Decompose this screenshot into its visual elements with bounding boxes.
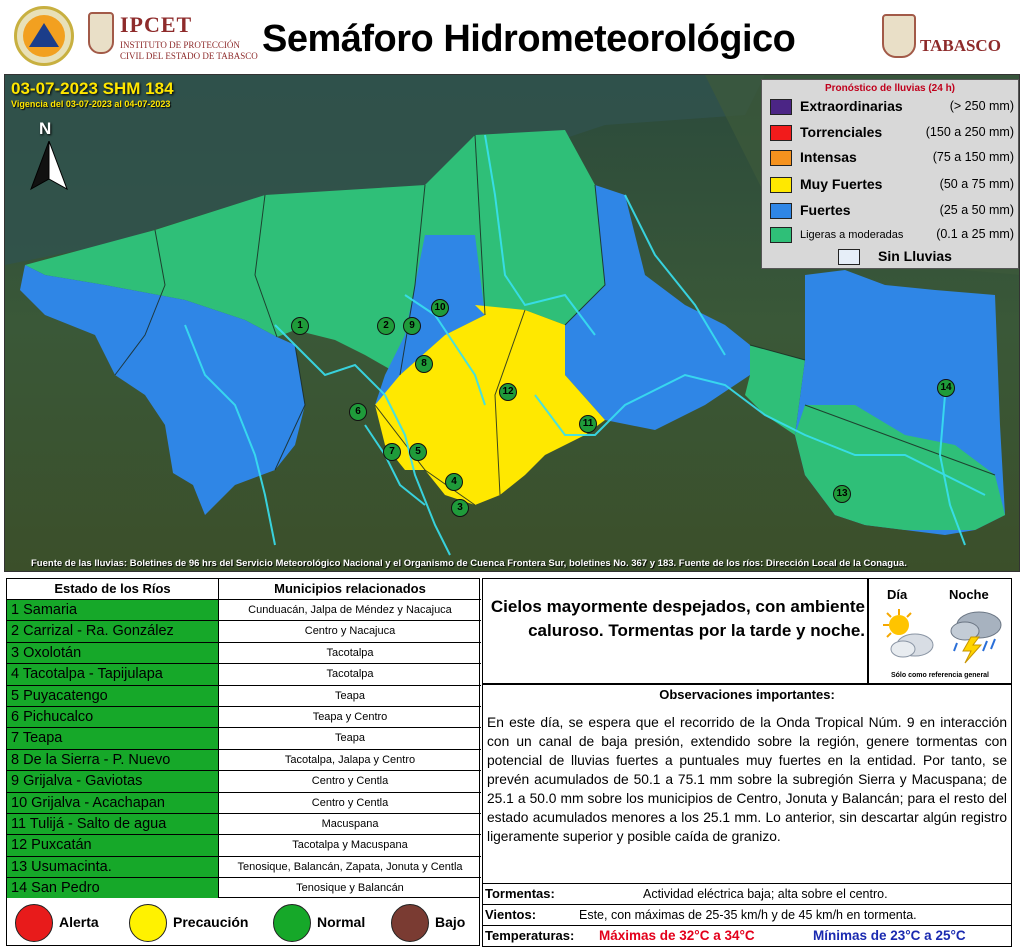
night-label: Noche [949,587,989,602]
status-dot [129,904,167,942]
river-marker-4[interactable]: 4 [445,473,463,491]
temperatures-label: Temperaturas: [485,928,575,943]
river-marker-9[interactable]: 9 [403,317,421,335]
river-row [7,599,481,620]
river-status-legend: Alerta Precaución Normal Bajo [6,898,480,946]
river-name: 11 Tulijá - Salto de agua [7,814,219,834]
header-river: Estado de los Ríos [7,579,219,599]
temperatures-row [482,926,1012,947]
river-municipalities: Teapa y Centro [312,711,388,723]
river-marker-5[interactable]: 5 [409,443,427,461]
legend-item-extraordinary: Extraordinarias (> 250 mm) [770,96,1014,118]
river-row [7,685,481,706]
river-row [7,620,481,641]
river-name: 13 Usumacinta. [7,857,219,877]
river-municipalities: Macuspana [321,818,379,830]
temperature-min: Mínimas de 23°C a 25°C [813,928,966,943]
river-row [7,813,481,834]
river-name: 7 Teapa [7,728,219,748]
storms-value: Actividad eléctrica baja; alta sobre el centro. [643,887,888,901]
north-label: N [39,119,52,138]
reference-note: Sólo como referencia general [890,672,990,679]
river-row [7,727,481,748]
civil-protection-seal-icon [14,6,74,66]
river-row [7,706,481,727]
tabasco-crest-icon [882,14,916,58]
river-municipalities: Tacotalpa y Macuspana [292,839,408,852]
rainfall-legend [761,79,1019,269]
river-marker-6[interactable]: 6 [349,403,367,421]
river-marker-12[interactable]: 12 [499,383,517,401]
river-name: 5 Puyacatengo [7,686,219,706]
river-marker-7[interactable]: 7 [383,443,401,461]
river-municipalities: Tacotalpa, Jalapa y Centro [284,753,416,766]
winds-label: Vientos: [485,907,537,922]
legend-item-very-heavy: Muy Fuertes (50 a 75 mm) [770,174,1014,196]
river-marker-3[interactable]: 3 [451,499,469,517]
river-row [7,792,481,813]
forecast-summary-box [482,578,868,684]
storms-label: Tormentas: [485,886,555,901]
river-marker-8[interactable]: 8 [415,355,433,373]
river-municipalities: Centro y Nacajuca [304,625,396,638]
temperature-max: Máximas de 32°C a 34°C [599,928,755,943]
storms-row [482,884,1012,905]
observations-title: Observaciones importantes: [659,687,835,702]
river-marker-2[interactable]: 2 [377,317,395,335]
river-municipalities: Tenosique y Balancán [296,882,404,895]
river-municipalities: Centro y Centla [311,796,389,809]
river-row [7,834,481,855]
river-marker-10[interactable]: 10 [431,299,449,317]
river-municipalities: Cunduacán, Jalpa de Méndez y Nacajuca [248,604,452,616]
rivers-status-table [6,578,480,898]
forecast-summary: Cielos mayormente despejados, con ambiente caluroso. Tormentas por la tarde y noche. [490,597,865,640]
storm-cloud-icon [945,605,1007,665]
map-sources: Fuente de las lluvias: Boletines de 96 hrs del Servicio Meteorológico Nacional y el Organismo de Cuenca Frontera Sur, boletines No. 367 y 183. Fuente de los ríos: Dirección Local de la Conagua. [31,558,907,569]
sun-cloud-icon [877,607,939,663]
river-name: 8 De la Sierra - P. Nuevo [7,750,219,770]
legend-item-light-moderate: Ligeras a moderadas (0.1 a 25 mm) [770,224,1014,246]
winds-value: Este, con máximas de 25-35 km/h y de 45 km/h en tormenta. [579,908,917,922]
observations-text: En este día, se espera que el recorrido de la Onda Tropical Núm. 9 en interacción con un canal de baja presión, extendido sobre la región, genere tormentas con potencial de lluvias fuertes a puntuales muy fuertes en la entidad. Por tanto, se prevén acumulados de 50.1 a 75.1 mm sobre la subregión Sierra y Macuspana; de 25.1 a 50.0 mm sobre los municipios de Centro, Jonuta y Balancán; para el resto del estado acumulados menores a los 25.1 mm. Lo anterior, sin descartar algún registro ligeramente superior y posible caída de granizo. [487,715,1007,844]
legend-swatch [770,177,792,193]
river-name: 2 Carrizal - Ra. González [7,621,219,641]
legend-item-no-rain: Sin Lluvias [838,248,998,268]
river-name: 1 Samaria [7,600,219,620]
river-marker-1[interactable]: 1 [291,317,309,335]
bulletin-date-code: 03-07-2023 SHM 184 [11,79,174,98]
river-marker-13[interactable]: 13 [833,485,851,503]
legend-swatch [770,203,792,219]
river-marker-11[interactable]: 11 [579,415,597,433]
legend-item-intense: Intensas (75 a 150 mm) [770,147,1014,169]
river-municipalities: Tenosique, Balancán, Zapata, Jonuta y Centla [237,860,463,873]
river-municipalities: Teapa [335,732,365,745]
legend-swatch [770,227,792,243]
river-name: 4 Tacotalpa - Tapijulapa [7,664,219,684]
ipcet-crest-icon [88,12,114,54]
river-municipalities: Tacotalpa [326,646,374,659]
river-municipalities: Tacotalpa [326,668,374,681]
bulletin-validity: Vigencia del 03-07-2023 al 04-07-2023 [11,99,171,109]
legend-swatch [770,125,792,141]
river-row [7,749,481,770]
river-name: 10 Grijalva - Acachapan [7,793,219,813]
river-name: 14 San Pedro [7,878,219,898]
river-name: 9 Grijalva - Gaviotas [7,771,219,791]
page-title: Semáforo Hidrometeorológico [262,18,796,60]
winds-row [482,905,1012,926]
header-municipalities: Municipios relacionados [274,581,426,596]
observations-box [482,684,1012,884]
rainfall-map [4,74,1020,572]
river-row [7,642,481,663]
header [0,0,1024,72]
status-dot [391,904,429,942]
legend-item-heavy: Fuertes (25 a 50 mm) [770,200,1014,222]
day-label: Día [887,587,908,602]
legend-swatch [770,99,792,115]
day-night-icons [868,578,1012,684]
institute-full-name: INSTITUTO DE PROTECCIÓN CIVIL DEL ESTADO DE TABASCO [120,40,258,61]
status-dot [15,904,53,942]
legend-title: Pronóstico de lluvias (24 h) [824,83,956,94]
river-row [7,770,481,791]
river-municipalities: Centro y Centla [311,775,389,788]
rivers-table-header [7,579,481,599]
legend-swatch [770,150,792,166]
river-row [7,663,481,684]
river-name: 3 Oxolotán [7,643,219,663]
status-dot [273,904,311,942]
river-name: 12 Puxcatán [7,835,219,855]
state-name: TABASCO [920,36,1001,55]
river-row [7,856,481,877]
legend-item-torrential: Torrenciales (150 a 250 mm) [770,122,1014,144]
river-municipalities: Teapa [335,689,365,702]
river-row [7,877,481,898]
legend-swatch [838,249,860,265]
north-arrow-icon [29,141,69,191]
river-marker-14[interactable]: 14 [937,379,955,397]
institute-short-name: IPCET [120,12,193,37]
river-name: 6 Pichucalco [7,707,219,727]
